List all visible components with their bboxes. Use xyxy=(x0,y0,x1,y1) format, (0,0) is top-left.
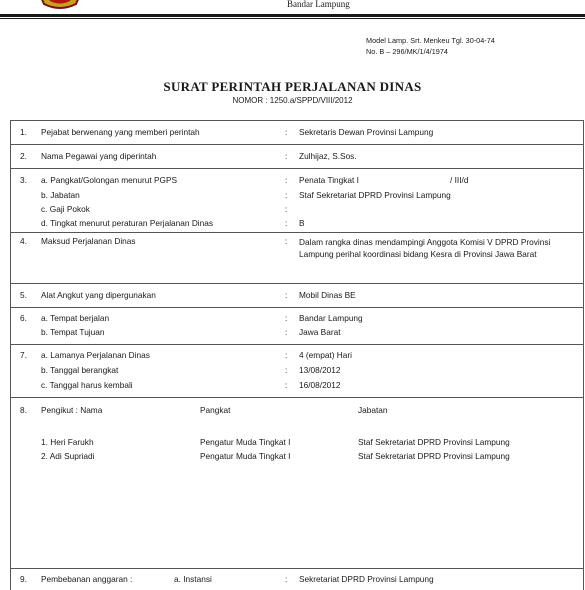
row-7c-label: c. Tanggal harus kembali xyxy=(41,380,133,390)
row-3a-value: Penata Tingkat I xyxy=(299,175,359,185)
table-rule xyxy=(10,568,584,569)
row-3-number: 3. xyxy=(20,175,27,185)
row-7b-colon: : xyxy=(285,365,288,375)
row-3c-label: c. Gaji Pokok xyxy=(41,204,90,214)
row-2-colon: : xyxy=(285,151,288,161)
row-3b-colon: : xyxy=(285,190,288,200)
table-rule xyxy=(10,307,584,308)
row-7b-label: b. Tanggal berangkat xyxy=(41,365,119,375)
row-5-colon: : xyxy=(285,290,288,300)
document-title: SURAT PERINTAH PERJALANAN DINAS xyxy=(163,79,422,94)
row-8-label: Pengikut : Nama xyxy=(41,405,103,415)
table-rule xyxy=(10,144,584,145)
header-city: Bandar Lampung xyxy=(287,0,350,9)
follower-2-name: 2. Adi Supriadi xyxy=(41,451,95,461)
row-8-number: 8. xyxy=(20,405,27,415)
table-rule xyxy=(10,168,584,169)
row-9-colon: : xyxy=(285,574,288,584)
row-1-colon: : xyxy=(285,127,288,137)
row-7-number: 7. xyxy=(20,350,27,360)
row-5-number: 5. xyxy=(20,290,27,300)
model-reference xyxy=(366,35,495,57)
row-6a-label: a. Tempat berjalan xyxy=(41,313,110,323)
row-3c-colon: : xyxy=(285,204,288,214)
model-line-2: No. B – 296/MK/1/4/1974 xyxy=(366,47,448,56)
header-rule-thin xyxy=(0,18,585,19)
row-6a-value: Bandar Lampung xyxy=(299,313,363,323)
row-3b-value: Staf Sekretariat DPRD Provinsi Lampung xyxy=(299,190,451,200)
row-7c-value: 16/08/2012 xyxy=(299,380,341,390)
row-3a-colon: : xyxy=(285,175,288,185)
row-2-value: Zulhijaz, S.Sos. xyxy=(299,151,357,161)
row-6b-colon: : xyxy=(285,327,288,337)
row-6a-colon: : xyxy=(285,313,288,323)
row-5-value: Mobil Dinas BE xyxy=(299,290,356,300)
row-2-label: Nama Pegawai yang diperintah xyxy=(41,151,157,161)
row-8-col-pangkat: Pangkat xyxy=(200,405,231,415)
header-rule xyxy=(0,14,585,17)
table-rule xyxy=(10,232,584,233)
document-number: NOMOR : 1250.a/SPPD/VIII/2012 xyxy=(232,96,353,105)
follower-1-jabatan: Staf Sekretariat DPRD Provinsi Lampung xyxy=(358,437,510,447)
row-4-number: 4. xyxy=(20,236,27,246)
row-1-label: Pejabat berwenang yang memberi perintah xyxy=(41,127,200,137)
row-3a-label: a. Pangkat/Golongan menurut PGPS xyxy=(41,175,178,185)
row-3b-label: b. Jabatan xyxy=(41,190,80,200)
table-rule xyxy=(10,283,584,284)
row-9-sub-label: a. Instansi xyxy=(174,574,212,584)
row-6b-label: b. Tempat Tujuan xyxy=(41,327,105,337)
row-7a-value: 4 (empat) Hari xyxy=(299,350,353,360)
row-4-label: Maksud Perjalanan Dinas xyxy=(41,236,136,246)
table-border-right xyxy=(583,120,584,590)
row-7b-value: 13/08/2012 xyxy=(299,365,341,375)
table-rule xyxy=(10,344,584,345)
table-border-left xyxy=(10,120,11,590)
row-9-value: Sekretariat DPRD Provinsi Lampung xyxy=(299,574,434,584)
follower-1-pangkat: Pengatur Muda Tingkat I xyxy=(200,437,291,447)
model-line-1: Model Lamp. Srt. Menkeu Tgl. 30-04-74 xyxy=(366,36,495,45)
row-4-colon: : xyxy=(285,236,288,246)
row-2-number: 2. xyxy=(20,151,27,161)
row-5-label: Alat Angkut yang dipergunakan xyxy=(41,290,156,300)
follower-2-pangkat: Pengatur Muda Tingkat I xyxy=(200,451,291,461)
row-6b-value: Jawa Barat xyxy=(299,327,341,337)
row-6-number: 6. xyxy=(20,313,27,323)
table-rule xyxy=(10,397,584,398)
row-8-col-jabatan: Jabatan xyxy=(358,405,388,415)
follower-1-name: 1. Heri Farukh xyxy=(41,437,94,447)
row-7c-colon: : xyxy=(285,380,288,390)
row-9-label: Pembebanan anggaran : xyxy=(41,574,133,584)
row-3d-label: d. Tingkat menurut peraturan Perjalanan Dinas xyxy=(41,218,214,228)
row-7a-colon: : xyxy=(285,350,288,360)
row-3d-colon: : xyxy=(285,218,288,228)
row-9-number: 9. xyxy=(20,574,27,584)
row-3d-value: B xyxy=(299,218,305,228)
follower-2-jabatan: Staf Sekretariat DPRD Provinsi Lampung xyxy=(358,451,510,461)
table-rule xyxy=(10,120,584,121)
row-4-value: Dalam rangka dinas mendampingi Anggota Komisi V DPRD Provinsi Lampung perihal koordinasi bidang Kesra di Provinsi Jawa Barat xyxy=(299,237,551,259)
row-1-number: 1. xyxy=(20,127,27,137)
row-7a-label: a. Lamanya Perjalanan Dinas xyxy=(41,350,150,360)
provincial-emblem xyxy=(36,0,84,10)
row-3a-golongan: / III/d xyxy=(450,175,469,185)
row-1-value: Sekretaris Dewan Provinsi Lampung xyxy=(299,127,434,137)
